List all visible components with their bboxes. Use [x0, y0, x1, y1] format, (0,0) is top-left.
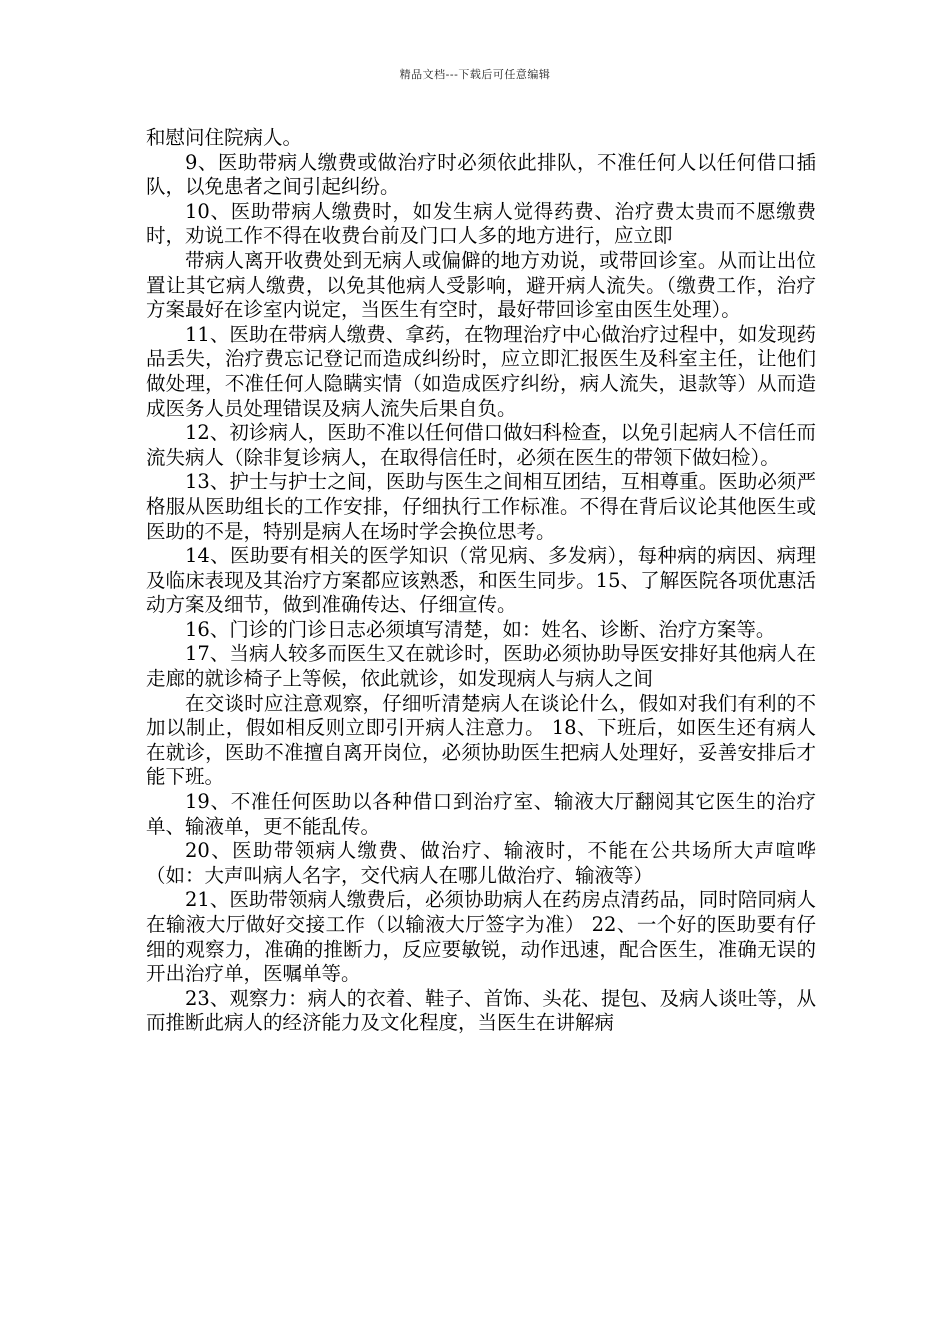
page-header: 精品文档---下载后可任意编辑 [399, 68, 551, 81]
paragraph: 19、不准任何医助以各种借口到治疗室、输液大厅翻阅其它医生的治疗单、输液单，更不能乱传。 [146, 790, 816, 838]
paragraph: 21、医助带领病人缴费后，必须协助病人在药房点清药品，同时陪同病人在输液大厅做好交接工作（以输液大厅签字为准） 22、一个好的医助要有仔细的观察力，准确的推断力，反应要敏锐，动作迅速，配合医生，准确无误的开出治疗单，医嘱单等。 [146, 888, 816, 986]
paragraph: 17、当病人较多而医生又在就诊时，医助必须协助导医安排好其他病人在走廊的就诊椅子上等候，依此就诊，如发现病人与病人之间 [146, 642, 816, 691]
paragraph: 20、医助带领病人缴费、做治疗、输液时，不能在公共场所大声喧哗（如：大声叫病人名字，交代病人在哪儿做治疗、输液等） [146, 839, 816, 887]
paragraph: 11、医助在带病人缴费、拿药，在物理治疗中心做治疗过程中，如发现药品丢失，治疗费忘记登记而造成纠纷时，应立即汇报医生及科室主任，让他们做处理，不准任何人隐瞒实情（如造成医疗纠纷，病人流失，退款等）从而造成医务人员处理错误及病人流失后果自负。 [146, 322, 816, 420]
paragraph: 10、医助带病人缴费时，如发生病人觉得药费、治疗费太贵而不愿缴费时，劝说工作不得在收费台前及门口人多的地方进行，应立即 [146, 199, 816, 248]
paragraph: 带病人离开收费处到无病人或偏僻的地方劝说，或带回诊室。从而让出位置让其它病人缴费，以免其他病人受影响，避开病人流失。（缴费工作，治疗方案最好在诊室内说定，当医生有空时，最好带回诊室由医生处理）。 [146, 248, 816, 322]
paragraph: 16、门诊的门诊日志必须填写清楚，如：姓名、诊断、治疗方案等。 [185, 617, 776, 641]
paragraph: 23、观察力：病人的衣着、鞋子、首饰、头花、提包、及病人谈吐等，从而推断此病人的经济能力及文化程度，当医生在讲解病 [146, 986, 816, 1035]
paragraph: 和慰问住院病人。 [146, 126, 303, 149]
paragraph: 在交谈时应注意观察，仔细听清楚病人在谈论什么，假如对我们有利的不加以制止，假如相反则立即引开病人注意力。 18、下班后，如医生还有病人在就诊，医助不准擅自离开岗位，必须协助医生把病人处理好，妥善安排后才能下班。 [146, 691, 816, 789]
paragraph: 12、初诊病人，医助不准以任何借口做妇科检查，以免引起病人不信任而流失病人（除非复诊病人，在取得信任时，必须在医生的带领下做妇检）。 [146, 421, 816, 469]
paragraph: 13、护士与护士之间，医助与医生之间相互团结，互相尊重。医助必须严格服从医助组长的工作安排，仔细执行工作标准。不得在背后议论其他医生或医助的不是，特别是病人在场时学会换位思考。 [146, 470, 816, 543]
paragraph: 9、医助带病人缴费或做治疗时必须依此排队，不准任何人以任何借口插队，以免患者之间引起纠纷。 [146, 150, 816, 199]
paragraph: 14、医助要有相关的医学知识（常见病、多发病），每种病的病因、病理及临床表现及其治疗方案都应该熟悉，和医生同步。15、了解医院各项优惠活动方案及细节，做到准确传达、仔细宣传。 [146, 544, 816, 617]
document-body [146, 126, 816, 1036]
